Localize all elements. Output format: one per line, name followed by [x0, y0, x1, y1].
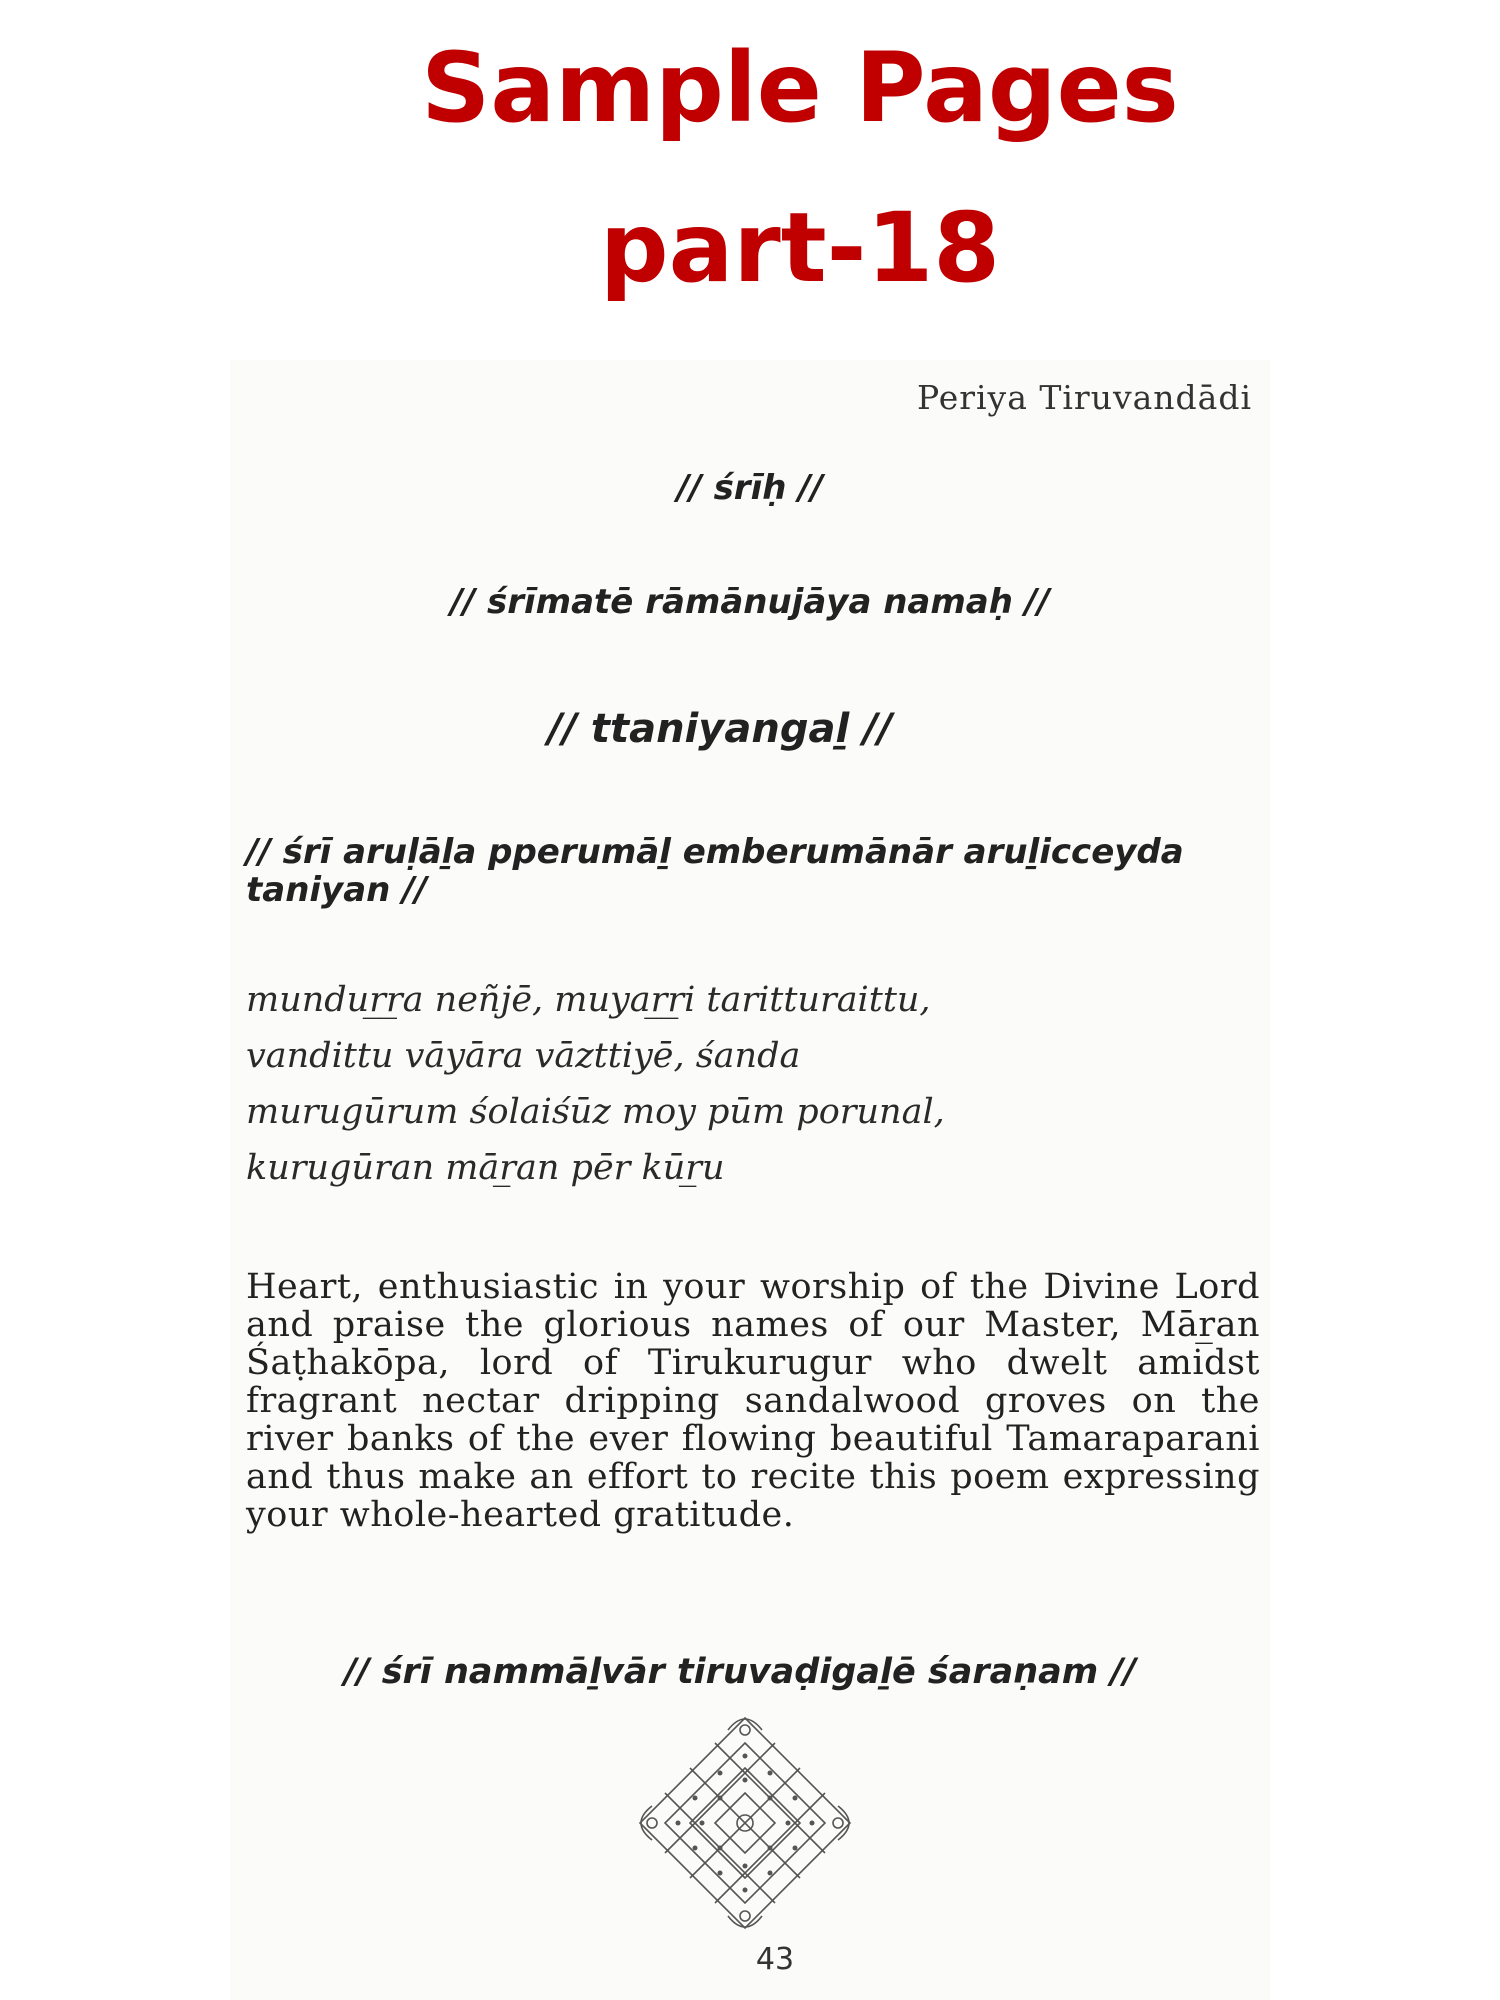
scanned-page [230, 360, 1270, 2000]
section-title: // ttaniyangaḻ // [547, 706, 893, 752]
taniyan-heading: // śrī aruḷāḻa pperumāḻ emberumānār aruḻicceyda taniyan // [246, 832, 1184, 910]
kolam-ornament-icon [620, 1708, 870, 1938]
banner-title: Sample Pages [421, 32, 1179, 144]
banner-subtitle: part-18 [599, 192, 1001, 304]
running-head: Periya Tiruvandādi [916, 378, 1252, 417]
verse-line-4: kurugūran mār̲an pēr kūr̲u [246, 1148, 725, 1188]
verse-block [246, 972, 945, 1196]
verse-line-2: vandittu vāyāra vāzttiyē, śanda [246, 1036, 801, 1076]
closing-saranam: // śrī nammāḻvār tiruvaḍigaḻē śaraṇam // [343, 1652, 1137, 1692]
translation-paragraph: Heart, enthusiastic in your worship of the Divine Lord and praise the glorious names of our Master, Mār̲an Śaṭhakōpa, lord of Tirukurugur who dwelt amidst fragrant nectar dripping sandalwood groves on the river banks of the ever flowing beautiful Tamaraparani and thus make an effort to recite this poem expressing your whole-hearted gratitude. [246, 1267, 1260, 1535]
verse-line-3: murugūrum śolaiśūz moy pūm porunal, [246, 1092, 945, 1132]
page-number: 43 [755, 1942, 795, 1977]
invocation-srih: // śrīḥ // [676, 468, 824, 508]
verse-line-1: mundur̲r̲a neñjē, muyar̲r̲i taritturaittu, [246, 980, 931, 1020]
invocation-ramanuja: // śrīmatē rāmānujāya namaḥ // [450, 582, 1050, 622]
